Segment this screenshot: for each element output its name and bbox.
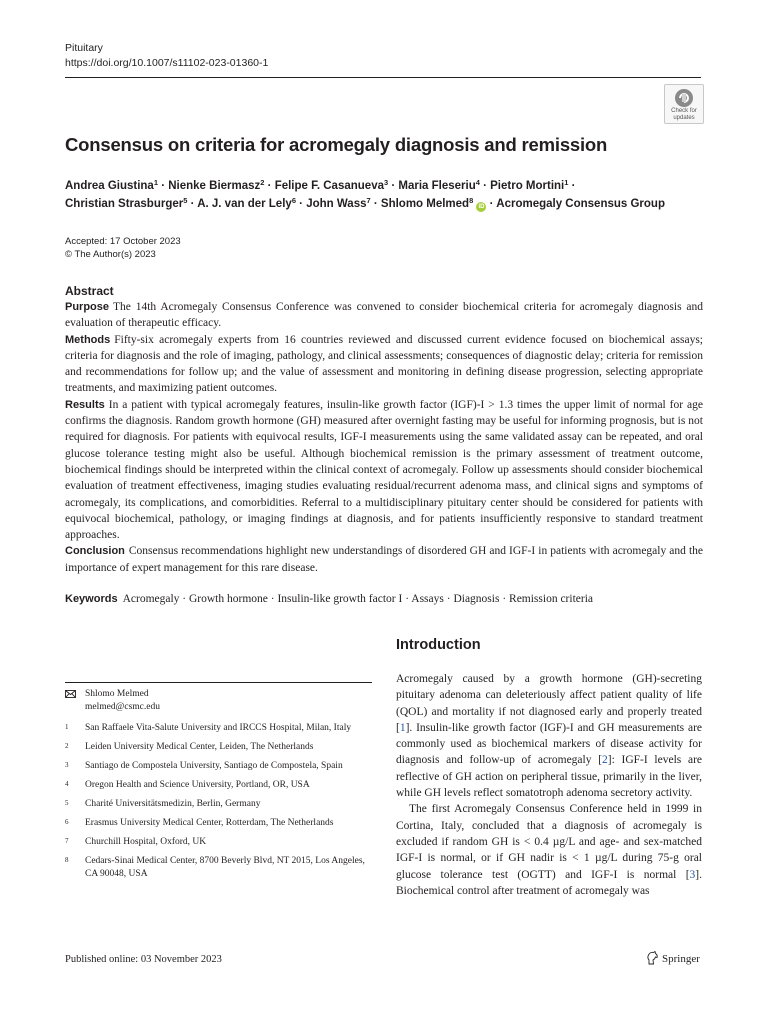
corresponding-author: [65, 688, 372, 713]
publisher-name: Springer: [662, 953, 700, 965]
abstract-purpose: [65, 299, 703, 332]
abstract-methods: [65, 332, 703, 397]
check-for-updates-badge[interactable]: [664, 84, 704, 124]
published-online-date: Published online: 03 November 2023: [65, 954, 222, 965]
conclusion-label: Conclusion: [65, 545, 125, 558]
affiliation: 7 Churchill Hospital, Oxford, UK: [65, 837, 207, 847]
affiliation: 2 Leiden University Medical Center, Leiden, The Netherlands: [65, 742, 314, 752]
keywords: [65, 591, 705, 607]
conclusion-text: Consensus recommendations highlight new understandings of disordered GH and IGF-I in patients with acromegaly and the importance of expert management for this rare disease.: [65, 545, 703, 574]
author-list: Andrea Giustina$^1$ · Nienke Biermasz$^2$ · Felipe F. Casanueva$^3$ · Maria Fleseriu$^4$ · Pietro Mortini$^1$ · Christian Strasburger$^5$ · A. J. van der Lely$^6$ · John Wass$^7$ · Shlomo Melmed$^8$ iD · Acromegaly Consensus Group: [65, 178, 665, 210]
author[interactable]: Felipe F. Casanueva$^3$: [274, 178, 389, 192]
purpose-label: Purpose: [65, 301, 110, 313]
check-for-updates-icon: [674, 88, 694, 108]
article-dates: [65, 235, 181, 261]
springer-horse-icon: [646, 951, 659, 965]
orcid-icon[interactable]: iD: [478, 204, 485, 210]
footnote-rule: [65, 682, 372, 683]
author[interactable]: Pietro Mortini$^1$: [490, 178, 569, 192]
author-group: Acromegaly Consensus Group: [496, 198, 665, 210]
intro-paragraph: Acromegaly caused by a growth hormone (GH)-secreting pituitary adenoma can deleteriously affect patient quality of life (QOL) and mortality if not diagnosed early and properly treated [1]. Insulin-like growth factor (IGF)-I and GH measurements are commonly used as biochemical markers of disease activity for diagnosis and follow-up of acromegaly [2]: IGF-I levels are reflective of GH action on peripheral tissue, primarily in the liver, while GH levels reflect somatotroph adenoma secretory activity.: [396, 673, 703, 800]
affiliation: 3 Santiago de Compostela University, Santiago de Compostela, Spain: [65, 761, 343, 771]
intro-paragraph: The first Acromegaly Consensus Conference held in 1999 in Cortina, Italy, concluded that a diagnosis of acromegaly is excluded if random GH is < 0.4 µg/L and age- and sex-matched IGF-I is normal, or if GH nadir is < 1 µg/L during 75-g oral glucose tolerance test (OGTT) and IGF-I is normal [3]. Biochemical control after treatment of acromegaly was: [396, 803, 702, 897]
journal-header: [65, 41, 268, 71]
affiliation: 4 Oregon Health and Science University, Portland, OR, USA: [65, 780, 310, 790]
citation-link[interactable]: 3: [689, 868, 696, 881]
corresponding-name: Shlomo Melmed: [85, 689, 149, 699]
methods-label: Methods: [65, 333, 111, 346]
affiliation: 6 Erasmus University Medical Center, Rotterdam, The Netherlands: [65, 818, 334, 828]
publisher-logo: [646, 951, 700, 965]
affiliation: 8 Cedars-Sinai Medical Center, 8700 Beverly Blvd, NT 2015, Los Angeles, CA 90048, USA: [65, 856, 365, 879]
badge-text: [665, 108, 703, 121]
badge-line-2: updates: [673, 114, 695, 121]
author[interactable]: Christian Strasburger$^5$: [65, 196, 188, 210]
accepted-date: Accepted: 17 October 2023: [65, 236, 181, 247]
author[interactable]: Nienke Biermasz$^2$: [168, 178, 265, 192]
footnotes: [65, 688, 372, 887]
abstract-conclusion: [65, 543, 703, 576]
header-rule: [65, 77, 701, 78]
results-label: Results: [65, 398, 105, 411]
badge-line-1: Check for: [671, 108, 697, 114]
corresponding-email[interactable]: melmed@csmc.edu: [85, 701, 160, 712]
abstract-results: [65, 397, 703, 544]
journal-name: Pituitary: [65, 42, 103, 54]
citation-link[interactable]: 2: [602, 754, 608, 767]
copyright: © The Author(s) 2023: [65, 249, 156, 260]
results-text: In a patient with typical acromegaly features, insulin-like growth factor (IGF)-I > 1.3 times the upper limit of normal for age confirms the diagnosis. Random growth hormone (GH) measured after overnight fasting may be useful for informing prognosis, but is not required for diagnosis. For patients with equivocal results, IGF-I measurements using the same validated assay can be repeated, and oral glucose tolerance testing might also be useful. Although biochemical remission is the primary assessment of treatment outcome, biochemical findings should be interpreted within the clinical context of acromegaly. Follow up assessments should consider biochemical evaluation of treatment effectiveness, imaging studies evaluating residual/recurrent adenoma mass, and clinical signs and symptoms of acromegaly, its complications, and comorbidities. Referral to a multidisciplinary pituitary center should be considered for patients with equivocal biochemical, pathology, or imaging findings at diagnosis, and for patients insufficiently responsive to standard treatment approaches.: [65, 398, 703, 542]
doi-link[interactable]: https://doi.org/10.1007/s11102-023-01360-1: [65, 57, 269, 69]
methods-text: Fifty-six acromegaly experts from 16 countries reviewed and discussed current evidence focused on biochemical assays; criteria for diagnosis and the role of imaging, pathology, and clinical assessments; consequences of diagnostic delay; criteria for remission and recommendations for follow up; and the value of assessment and monitoring in defining disease progression, selecting appropriate treatments, and maximizing patient outcomes.: [65, 333, 703, 395]
introduction-body: [396, 671, 702, 899]
affiliation: 5 Charité Universitätsmedizin, Berlin, Germany: [65, 799, 261, 809]
affiliation: 1 San Raffaele Vita-Salute University and IRCCS Hospital, Milan, Italy: [65, 723, 352, 733]
purpose-text: The 14th Acromegaly Consensus Conference was convened to consider biochemical criteria for acromegaly diagnosis and evaluation of therapeutic efficacy.: [65, 301, 703, 330]
keywords-label: Keywords: [65, 593, 118, 605]
section-heading-introduction: Introduction: [396, 637, 481, 653]
abstract-heading: Abstract: [65, 284, 114, 298]
citation-link[interactable]: 1: [399, 721, 406, 734]
author[interactable]: Shlomo Melmed$^8$ iD: [380, 196, 485, 210]
abstract: [65, 283, 703, 576]
envelope-icon: [65, 690, 76, 698]
author[interactable]: John Wass$^7$: [306, 196, 371, 210]
article-title: Consensus on criteria for acromegaly diagnosis and remission: [65, 134, 608, 155]
author[interactable]: A. J. van der Lely$^6$: [197, 196, 296, 210]
keywords-text: Acromegaly · Growth hormone · Insulin-like growth factor I · Assays · Diagnosis · Remission criteria: [122, 593, 594, 605]
author[interactable]: Andrea Giustina$^1$: [65, 178, 158, 192]
author[interactable]: Maria Fleseriu$^4$: [398, 178, 480, 192]
